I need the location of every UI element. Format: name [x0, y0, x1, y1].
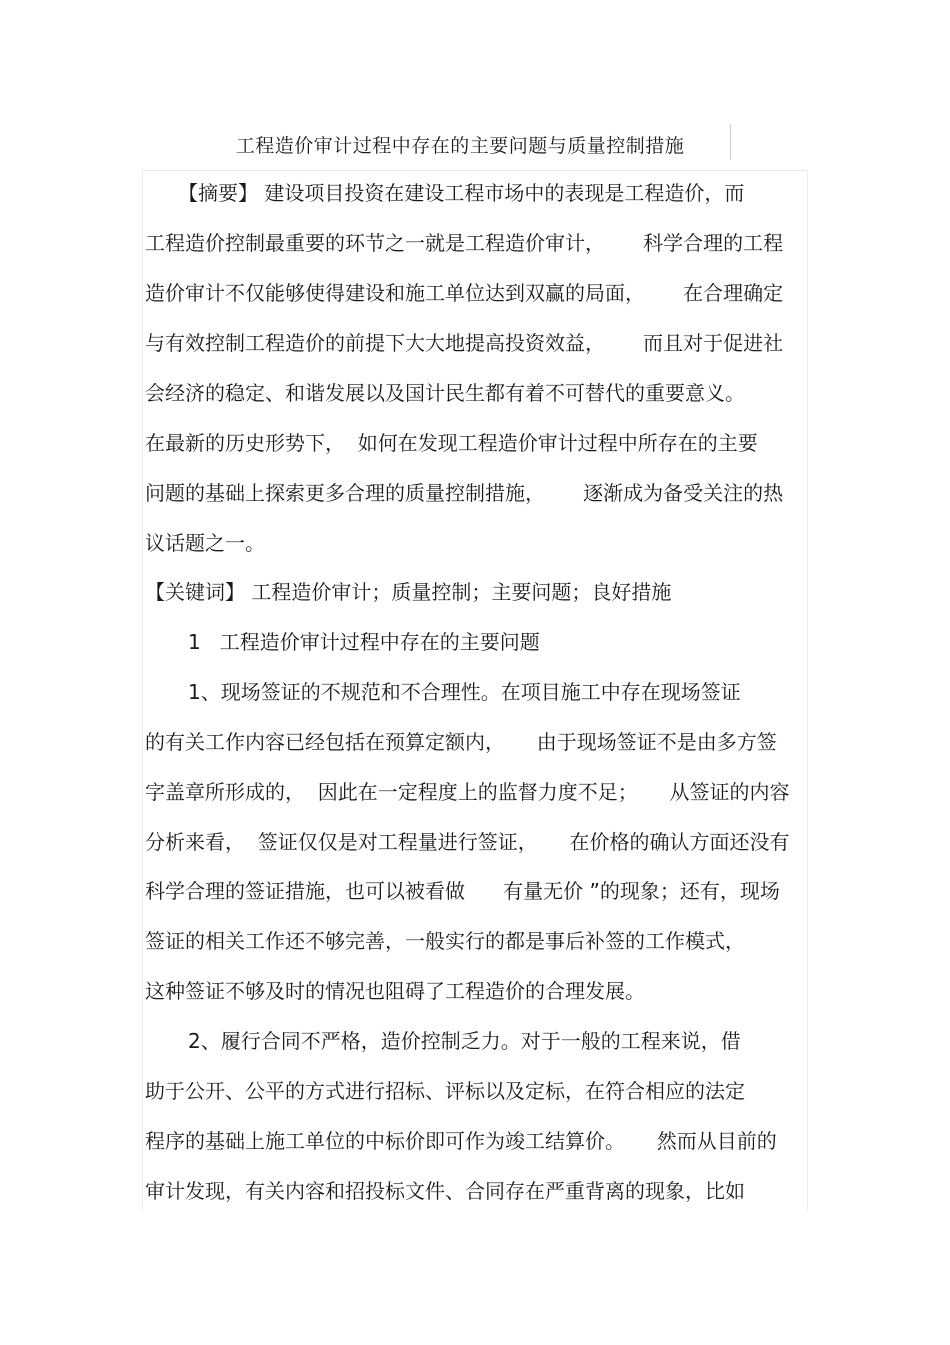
abstract-line-8: 议话题之一。	[145, 531, 265, 555]
abstract-line-7: 问题的基础上探索更多合理的质量控制措施， 逐渐成为备受关注的热	[145, 481, 784, 505]
page-frame-left-rule	[142, 170, 143, 1210]
keywords-line: 【关键词】 工程造价审计；质量控制；主要问题；良好措施	[145, 580, 672, 604]
section-heading-1: 1 工程造价审计过程中存在的主要问题	[188, 630, 540, 654]
page-frame-top-rule	[142, 170, 808, 171]
point-1-line-6: 签证的相关工作还不够完善，一般实行的都是事后补签的工作模式，	[145, 929, 745, 953]
point-1-line-1: 1、现场签证的不规范和不合理性。在项目施工中存在现场签证	[188, 680, 741, 704]
abstract-line-5: 会经济的稳定、和谐发展以及国计民生都有着不可替代的重要意义。	[145, 381, 745, 405]
abstract-line-3: 造价审计不仅能够使得建设和施工单位达到双赢的局面， 在合理确定	[145, 281, 784, 305]
point-2-line-2: 助于公开、公平的方式进行招标、评标以及定标，在符合相应的法定	[145, 1079, 745, 1103]
abstract-line-1: 【摘要】 建设项目投资在建设工程市场中的表现是工程造价，而	[178, 181, 745, 205]
point-1-line-7: 这种签证不够及时的情况也阻碍了工程造价的合理发展。	[145, 979, 645, 1003]
page-frame-right-rule	[807, 170, 808, 1210]
point-1-line-5: 科学合理的签证措施，也可以被看做 有量无价 ”的现象；还有，现场	[145, 879, 780, 903]
abstract-line-2: 工程造价控制最重要的环节之一就是工程造价审计， 科学合理的工程	[145, 231, 784, 255]
point-1-line-2: 的有关工作内容已经包括在预算定额内， 由于现场签证不是由多方签	[145, 730, 777, 754]
document-title: 工程造价审计过程中存在的主要问题与质量控制措施	[235, 135, 685, 157]
point-2-line-3: 程序的基础上施工单位的中标价即可作为竣工结算价。 然而从目前的	[145, 1129, 777, 1153]
point-1-line-3: 字盖章所形成的， 因此在一定程度上的监督力度不足； 从签证的内容	[145, 780, 790, 804]
point-2-line-4: 审计发现，有关内容和招投标文件、合同存在严重背离的现象，比如	[145, 1179, 745, 1203]
point-1-line-4: 分析来看， 签证仅仅是对工程量进行签证， 在价格的确认方面还没有	[145, 830, 790, 854]
point-2-line-1: 2、履行合同不严格，造价控制乏力。对于一般的工程来说，借	[188, 1029, 741, 1053]
abstract-line-4: 与有效控制工程造价的前提下大大地提高投资效益， 而且对于促进社	[145, 331, 784, 355]
abstract-line-6: 在最新的历史形势下， 如何在发现工程造价审计过程中所存在的主要	[145, 431, 758, 455]
